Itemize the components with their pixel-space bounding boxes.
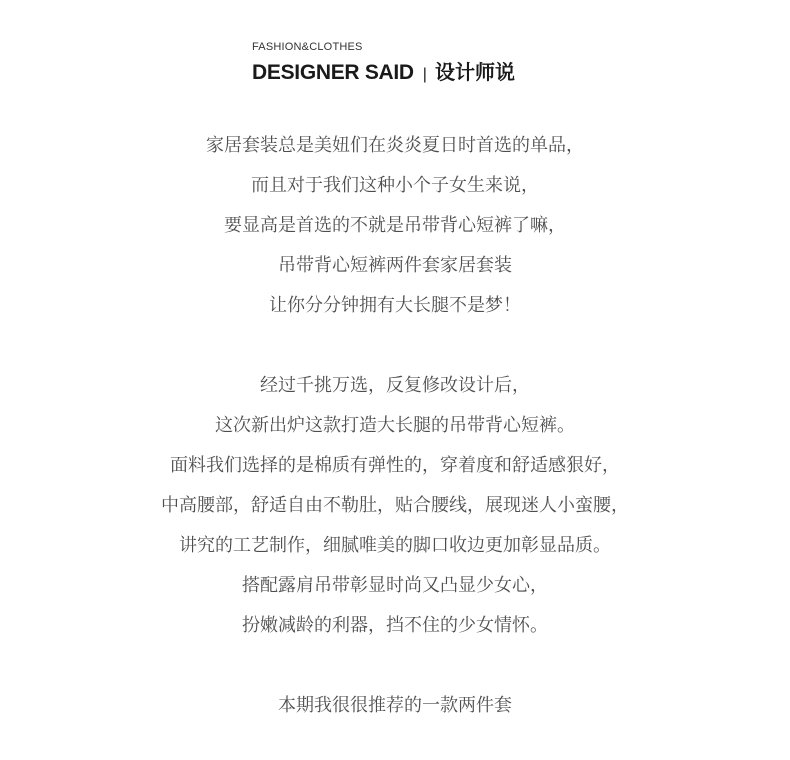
header-title-en: DESIGNER SAID [252,61,414,84]
section-header [252,40,515,85]
header-title-row [252,56,515,85]
header-separator: | [422,66,427,83]
paragraph-3 [0,686,790,726]
text-line: 要显高是首选的不就是吊带背心短裤了嘛， [224,215,566,236]
paragraph-gap [0,646,790,686]
text-line: 家居套装总是美妞们在炎炎夏日时首选的单品， [206,135,584,156]
text-line: 本期我很很推荐的一款两件套 [278,695,512,716]
header-title-cn: 设计师说 [434,60,515,84]
text-line: 讲究的工艺制作，细腻唯美的脚口收边更加彰显品质。 [179,535,611,556]
text-line: 搭配露肩吊带彰显时尚又凸显少女心， [242,575,548,596]
text-line: 吊带背心短裤两件套家居套装 [278,255,512,276]
paragraph-1 [0,126,790,326]
header-kicker: FASHION&CLOTHES [252,41,363,53]
text-line: 扮嫩减龄的利器，挡不住的少女情怀。 [242,615,548,636]
paragraph-gap [0,326,790,366]
description-body [0,126,790,726]
text-line: 中高腰部，舒适自由不勒肚，贴合腰线，展现迷人小蛮腰， [161,495,629,516]
paragraph-2 [0,366,790,646]
text-line: 面料我们选择的是棉质有弹性的，穿着度和舒适感狠好， [170,455,620,476]
text-line: 经过千挑万选，反复修改设计后， [260,375,530,396]
text-line: 而且对于我们这种小个子女生来说， [251,175,539,196]
text-line: 这次新出炉这款打造大长腿的吊带背心短裤。 [215,415,575,436]
text-line: 让你分分钟拥有大长腿不是梦！ [269,295,521,316]
